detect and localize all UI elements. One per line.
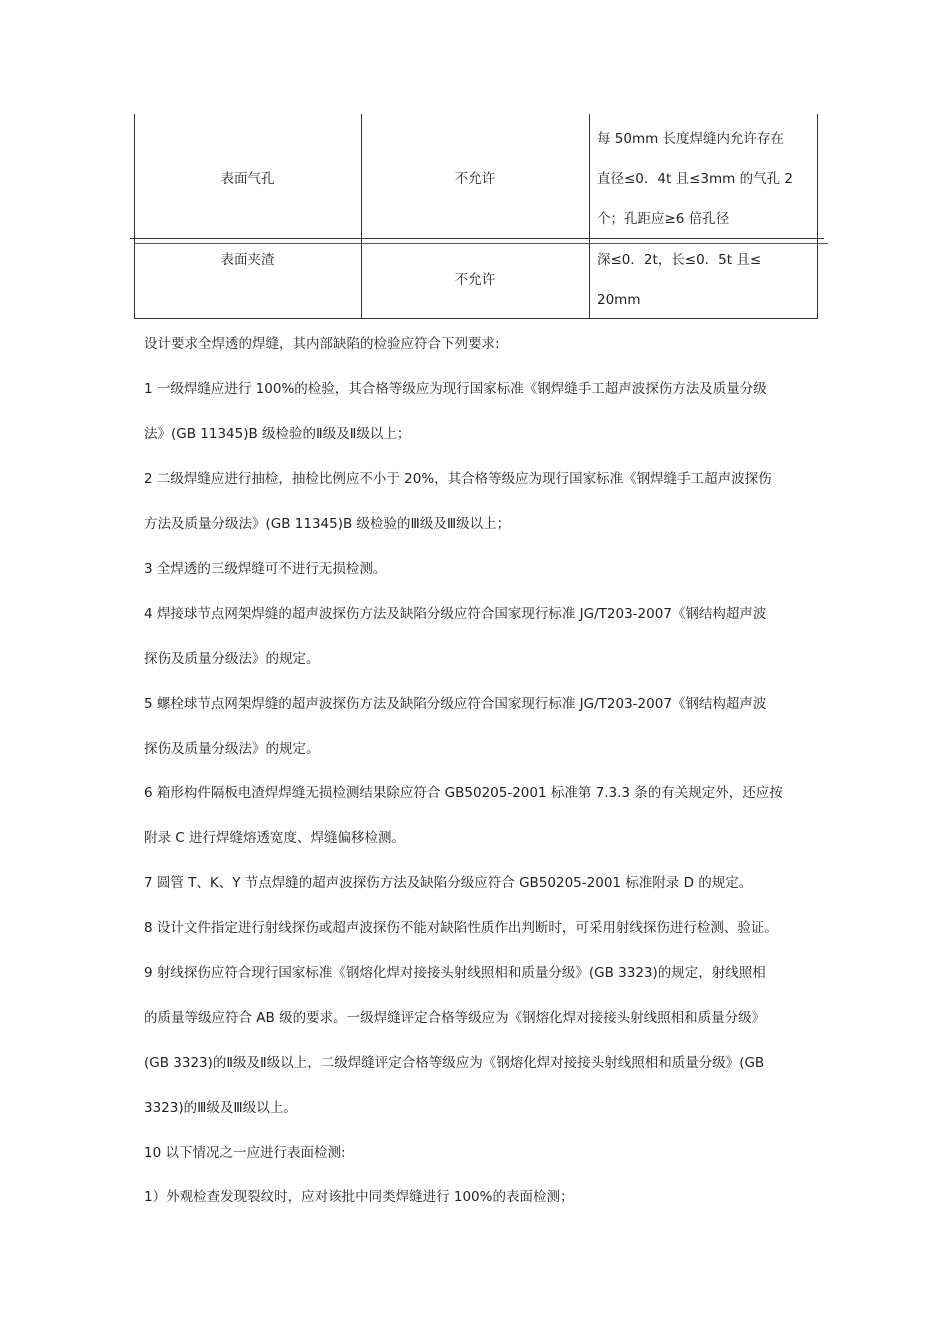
paragraph-line: 附录 C 进行焊缝熔透宽度、焊缝偏移检测。 <box>144 830 406 846</box>
defect-table <box>134 114 818 319</box>
paragraph-line: 10 以下情况之一应进行表面检测: <box>144 1145 346 1161</box>
allowance-line: 直径≤0．4t 且≤3mm 的气孔 2 <box>597 171 793 187</box>
paragraph-line: 方法及质量分级法》(GB 11345)B 级检验的Ⅲ级及Ⅲ级以上； <box>144 516 511 532</box>
paragraph-line: 3323)的Ⅲ级及Ⅲ级以上。 <box>144 1100 297 1116</box>
paragraph-line: 法》(GB 11345)B 级检验的Ⅱ级及Ⅱ级以上； <box>144 426 411 442</box>
paragraph-line: 的质量等级应符合 AB 级的要求。一级焊缝评定合格等级应为《钢熔化焊对接接头射线照相和质量分级》 <box>144 1010 766 1026</box>
paragraph-line: 探伤及质量分级法》的规定。 <box>144 651 320 667</box>
paragraph-line: 1）外观检查发现裂纹时，应对该批中同类焊缝进行 100%的表面检测； <box>144 1189 574 1205</box>
table-border-right <box>817 114 818 319</box>
table-divider <box>589 114 590 319</box>
table-cell-allowance <box>597 240 761 320</box>
paragraph-intro: 设计要求全焊透的焊缝，其内部缺陷的检验应符合下列要求: <box>144 336 500 352</box>
paragraph-line: 6 箱形构件隔板电渣焊焊缝无损检测结果除应符合 GB50205-2001 标准第 7.3.3 条的有关规定外，还应按 <box>144 785 783 801</box>
paragraph-line: 5 螺栓球节点网架焊缝的超声波探伤方法及缺陷分级应符合国家现行标准 JG/T203-2007《钢结构超声波 <box>144 696 767 712</box>
allowance-line: 20mm <box>597 292 641 308</box>
table-cell-grade: 不允许 <box>454 171 496 187</box>
paragraph-line: 8 设计文件指定进行射线探伤或超声波探伤不能对缺陷性质作出判断时，可采用射线探伤进行检测、验证。 <box>144 920 778 936</box>
paragraph-line: 3 全焊透的三级焊缝可不进行无损检测。 <box>144 561 387 577</box>
table-cell-item: 表面夹渣 <box>220 252 275 268</box>
allowance-line: 个；孔距应≥6 倍孔径 <box>597 211 730 227</box>
paragraph-line: (GB 3323)的Ⅱ级及Ⅱ级以上，二级焊缝评定合格等级应为《钢熔化焊对接接头射线照相和质量分级》(GB <box>144 1055 765 1071</box>
paragraph-line: 9 射线探伤应符合现行国家标准《钢熔化焊对接接头射线照相和质量分级》(GB 3323)的规定，射线照相 <box>144 965 766 981</box>
paragraph-line: 7 圆管 T、K、Y 节点焊缝的超声波探伤方法及缺陷分级应符合 GB50205-2001 标准附录 D 的规定。 <box>144 875 753 891</box>
table-border-left <box>134 114 135 319</box>
table-cell-grade: 不允许 <box>454 272 496 288</box>
table-cell-allowance <box>597 119 793 239</box>
allowance-line: 每 50mm 长度焊缝内允许存在 <box>597 131 785 147</box>
table-cell-item: 表面气孔 <box>220 171 275 187</box>
paragraph-line: 4 焊接球节点网架焊缝的超声波探伤方法及缺陷分级应符合国家现行标准 JG/T203-2007《钢结构超声波 <box>144 606 767 622</box>
allowance-line: 深≤0．2t，长≤0．5t 且≤ <box>597 252 762 268</box>
paragraph-line: 2 二级焊缝应进行抽检，抽检比例应不小于 20%，其合格等级应为现行国家标准《钢焊缝手工超声波探伤 <box>144 471 772 487</box>
paragraph-line: 探伤及质量分级法》的规定。 <box>144 741 320 757</box>
paragraph-line: 1 一级焊缝应进行 100%的检验，其合格等级应为现行国家标准《钢焊缝手工超声波探伤方法及质量分级 <box>144 381 767 397</box>
